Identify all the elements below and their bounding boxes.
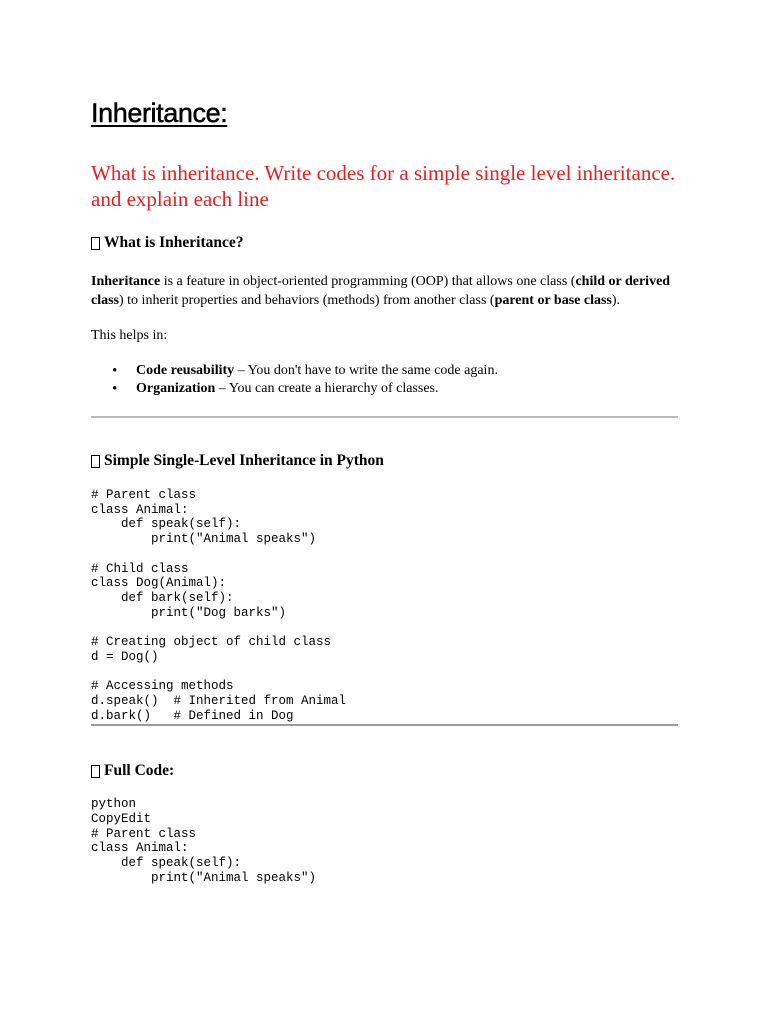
section-heading-full-text: Full Code: <box>104 762 175 780</box>
missing-glyph-icon <box>91 455 100 468</box>
section-heading-what-is-text: What is Inheritance? <box>104 234 244 251</box>
bullet-bold: Organization <box>136 381 216 396</box>
section-heading-what-is <box>91 233 678 253</box>
list-item <box>91 362 678 380</box>
page-title: Inheritance: <box>91 98 228 128</box>
code-block-full: python CopyEdit # Parent class class Animal: def speak(self): print("Animal speaks") <box>91 797 317 885</box>
document-page <box>91 96 678 885</box>
definition-text-3: ). <box>611 293 621 308</box>
code-block-simple: # Parent class class Animal: def speak(self): print("Animal speaks") # Child class class Dog(Animal): def bark(self): print("Dog barks") # Creating object of child class d = Dog() # Accessing methods d.speak() # Inherited from Animal d.bark() # Defined in Dog <box>91 488 347 723</box>
missing-glyph-icon <box>91 237 100 250</box>
definition-text-1: is a feature in object-oriented programming (OOP) that allows one class ( <box>160 274 576 289</box>
section-heading-full <box>91 761 678 781</box>
definition-bold-1: child or derived class <box>91 274 671 308</box>
bullet-text: – You can create a hierarchy of classes. <box>215 381 439 396</box>
horizontal-divider <box>91 724 678 726</box>
definition-text-2: ) to inherit properties and behaviors (methods) from another class ( <box>119 293 495 308</box>
bullet-bold: Code reusability <box>136 363 235 378</box>
question-text: What is inheritance. Write codes for a simple single level inheritance. and explain each line <box>91 161 676 211</box>
missing-glyph-icon <box>91 765 100 778</box>
list-item <box>91 380 678 398</box>
benefits-list <box>91 362 678 398</box>
bullet-text: – You don't have to write the same code again. <box>234 363 498 378</box>
definition-paragraph <box>91 272 678 310</box>
helps-intro: This helps in: <box>91 328 168 343</box>
section-heading-simple <box>91 451 678 471</box>
horizontal-divider <box>91 416 678 418</box>
definition-term: Inheritance <box>91 274 161 289</box>
definition-bold-2: parent or base class <box>494 293 612 308</box>
section-heading-simple-text: Simple Single-Level Inheritance in Python <box>104 452 384 469</box>
